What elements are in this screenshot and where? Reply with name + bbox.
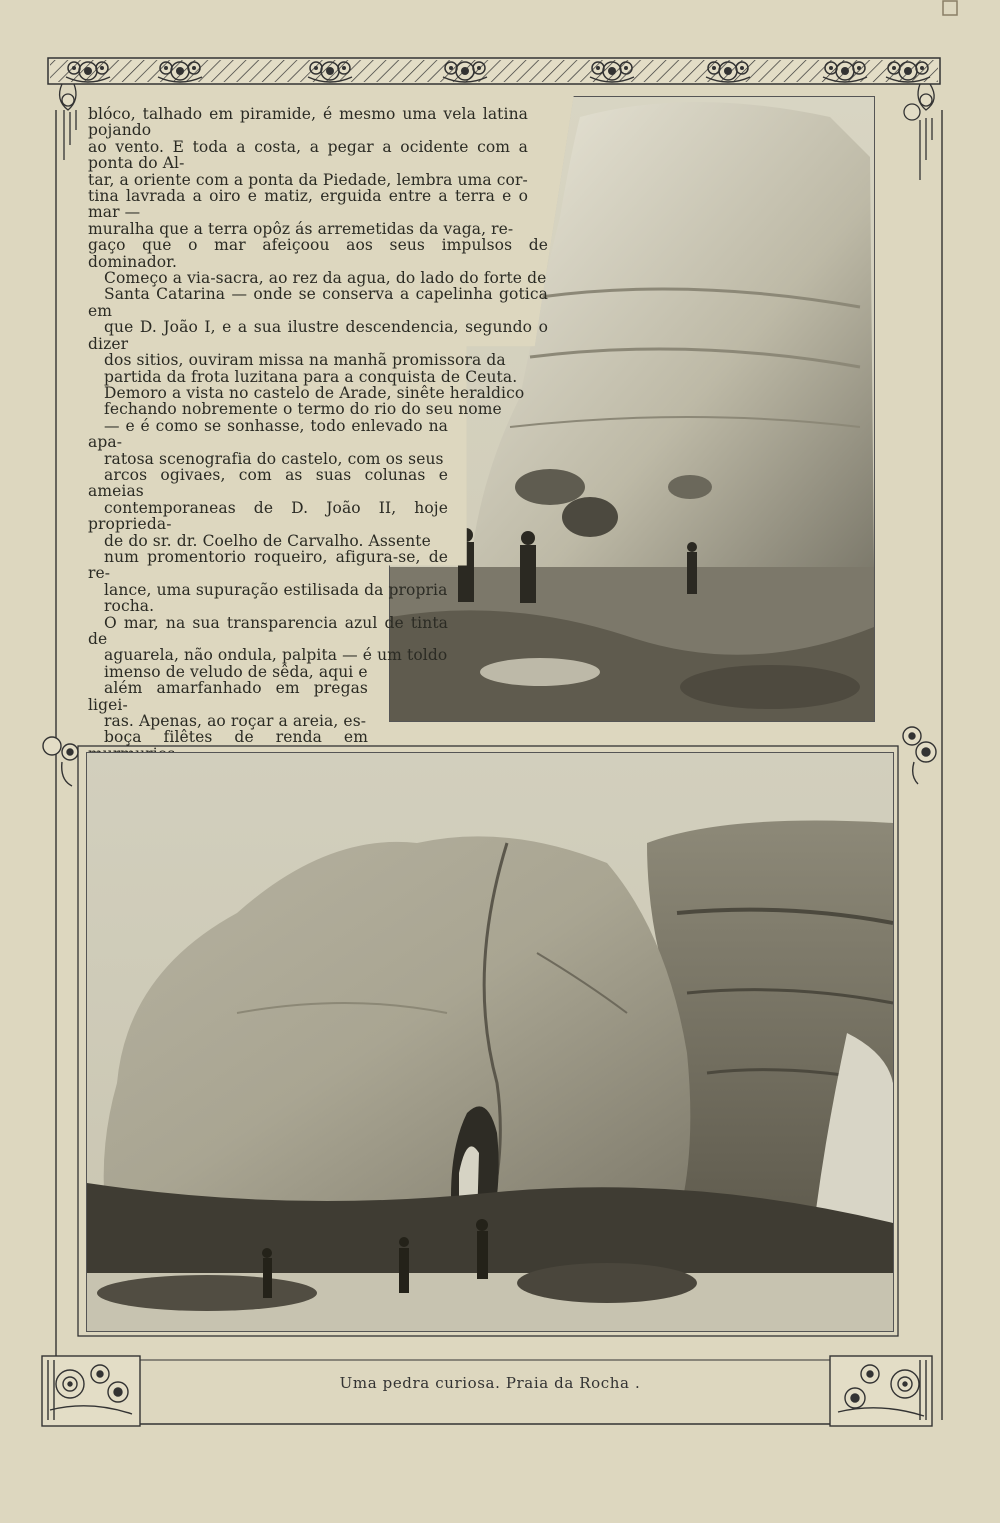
text-line: aguarela, não ondula, palpita — é um toldo — [104, 646, 448, 665]
text-line: dos sitios, ouviram missa na manhã promissora da — [104, 351, 506, 370]
text-line: fechando nobremente o termo do rio do seu nome — [104, 400, 502, 419]
text-line: boça filêtes de renda em — [104, 728, 368, 747]
text-line: rocha. — [104, 597, 155, 616]
text-line: que D. João I, e a sua ilustre descendencia, segundo o dizer — [88, 318, 548, 353]
text-line: ras. Apenas, ao roçar a areia, es- — [104, 712, 367, 731]
text-line: gaço que o mar afeiçoou aos seus impulsos de dominador. — [88, 236, 548, 271]
text-line: lance, uma supuração estilisada da propria — [104, 580, 448, 599]
text-line: contemporaneas de D. João II, hoje proprieda- — [88, 498, 448, 534]
paragraph-1 — [88, 106, 548, 270]
paragraph-2 — [88, 270, 548, 615]
text-line: — e é como se sonhasse, todo enlevado na apa- — [88, 416, 448, 452]
text-line: Demoro a vista no castelo de Arade, sinête heraldico — [104, 383, 525, 402]
text-line: O mar, na sua transparencia azul de tinta de — [88, 613, 448, 648]
text-line: tar, a oriente com a ponta da Piedade, lembra uma cor- — [88, 170, 528, 189]
text-line: Santa Catarina — onde se conserva a capelinha gotica em — [88, 285, 548, 320]
text-line: de do sr. dr. Coelho de Carvalho. Assente — [104, 531, 431, 550]
text-line: tina lavrada a oiro e matiz, erguida entre a terra e o mar — — [88, 187, 528, 222]
text-line: num promentorio roqueiro, afigura-se, de re- — [88, 547, 448, 583]
rock-photo-bottom — [86, 752, 894, 1332]
text-line: partida da frota luzitana para a conquista de Ceuta. — [104, 367, 518, 386]
text-line: imenso de veludo de sêda, aqui e — [104, 662, 368, 681]
photo-caption: Uma pedra curiosa. Praia da Rocha . — [339, 1374, 641, 1392]
text-line: blóco, talhado em piramide, é mesmo uma vela latina pojando — [88, 105, 528, 140]
text-line: Começo a via-sacra, ao rez da agua, do lado do forte de — [104, 269, 547, 288]
text-line: arcos ogivaes, com as suas colunas e ameias — [88, 465, 448, 501]
corner-stamp-icon — [942, 0, 958, 16]
text-line: além amarfanhado em pregas ligei- — [88, 679, 368, 714]
text-line: ratosa scenografia do castelo, com os seus — [104, 449, 444, 468]
text-line: muralha que a terra opôz ás arremetidas da vaga, re- — [88, 219, 514, 238]
text-line: ao vento. E toda a costa, a pegar a ocidente com a ponta do Al- — [88, 137, 528, 173]
